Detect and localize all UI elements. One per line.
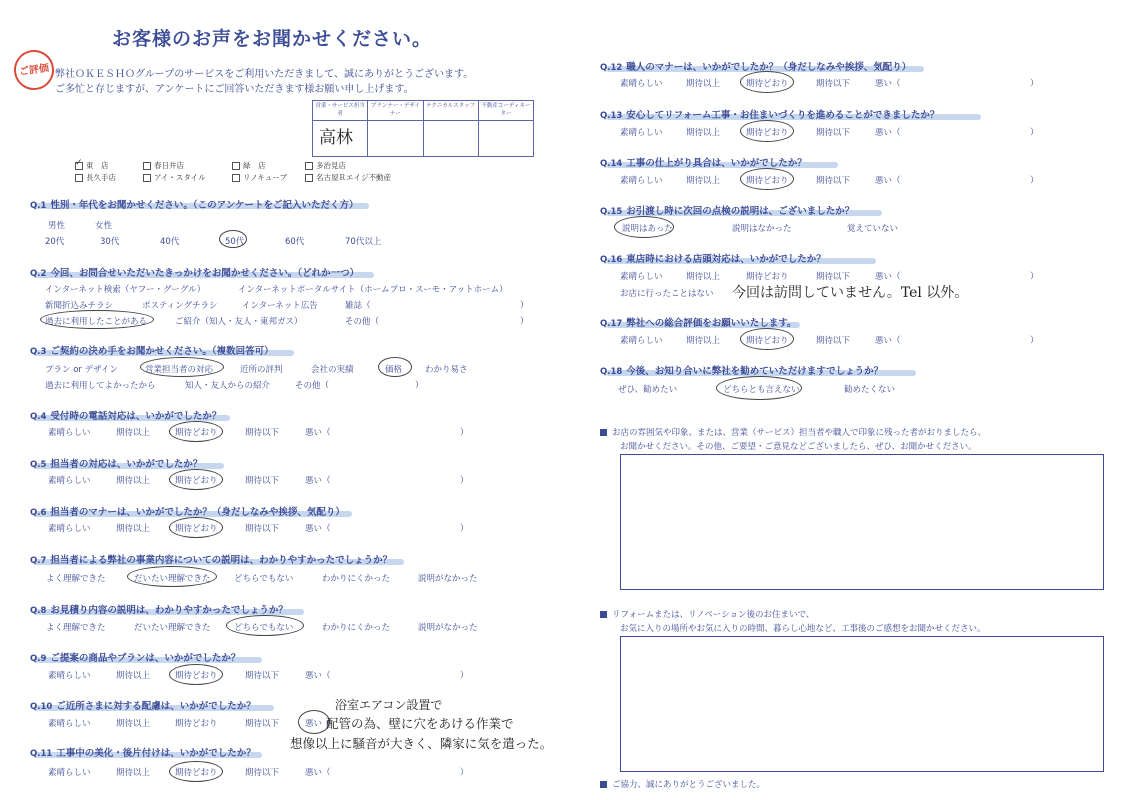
question-number: Q.12 xyxy=(600,63,623,73)
answer-circle xyxy=(740,71,794,93)
option[interactable]: 素晴らしい xyxy=(620,79,663,89)
question-q4 xyxy=(30,408,221,422)
option[interactable]: 悪い（ xyxy=(305,476,331,486)
option[interactable]: 覚えていない xyxy=(847,224,899,234)
question-number: Q.2 xyxy=(30,269,47,279)
checkbox-icon[interactable] xyxy=(305,174,313,182)
question-q1 xyxy=(30,197,359,211)
store-label: アイ・スタイル xyxy=(154,173,206,182)
question-q6 xyxy=(30,504,345,518)
square-bullet-icon xyxy=(600,611,607,618)
answer-circle xyxy=(140,357,224,377)
answer-circle xyxy=(740,328,794,350)
square-bullet-icon xyxy=(600,429,607,436)
checkbox-icon[interactable] xyxy=(143,162,151,170)
option[interactable]: 期待以上 xyxy=(686,79,721,89)
question-text: お引渡し時に次回の点検の説明は、ございましたか？ xyxy=(626,206,855,217)
option-selected[interactable]: 期待どおり xyxy=(746,336,789,346)
option[interactable]: 過去に利用してよかったから xyxy=(45,381,156,391)
option-male[interactable]: 男性 xyxy=(48,221,66,231)
option-age-selected[interactable]: 50代 xyxy=(225,237,245,247)
option[interactable]: 期待以下 xyxy=(816,128,851,138)
comment-prompt-2 xyxy=(600,608,814,620)
option[interactable]: インターネット広告 xyxy=(242,301,318,311)
option[interactable]: 素晴らしい xyxy=(620,336,663,346)
answer-circle xyxy=(716,376,802,400)
checkbox-icon[interactable] xyxy=(75,174,83,182)
bracket-close: ） xyxy=(460,428,469,438)
question-q14 xyxy=(600,155,807,169)
option[interactable]: 説明がなかった xyxy=(418,574,478,584)
option[interactable]: 期待以上 xyxy=(686,272,721,282)
option-selected[interactable]: 価格 xyxy=(385,365,403,375)
option-selected[interactable]: 営業担当者の対応 xyxy=(145,365,214,375)
store-label: 春日井店 xyxy=(154,161,184,170)
answer-circle xyxy=(169,761,223,782)
page-title: お客様のお声をお聞かせください。 xyxy=(112,28,433,50)
option[interactable]: 素晴らしい xyxy=(48,671,91,681)
option[interactable]: 悪い（ xyxy=(875,79,901,89)
option[interactable]: 素晴らしい xyxy=(48,428,91,438)
question-number: Q.1 xyxy=(30,201,47,211)
option[interactable]: 期待以下 xyxy=(245,428,280,438)
store-label: 長久手店 xyxy=(86,173,116,182)
option-selected[interactable]: 期待どおり xyxy=(175,428,218,438)
option[interactable]: 知人・友人からの紹介 xyxy=(185,381,271,391)
option-selected[interactable]: 説明はあった xyxy=(622,224,673,234)
question-q13 xyxy=(600,107,939,121)
bracket-close: ） xyxy=(1030,176,1039,186)
option[interactable]: 期待以下 xyxy=(816,336,851,346)
option[interactable]: よく理解できた xyxy=(46,574,106,584)
option-selected[interactable]: 期待どおり xyxy=(175,671,218,681)
closing-text: ご協力、誠にありがとうございました。 xyxy=(612,780,766,790)
question-text: 職人のマナーは、いかがでしたか？（身だしなみや挨拶、気配り） xyxy=(626,62,912,73)
option[interactable]: 雑誌（ xyxy=(345,301,371,311)
answer-circle xyxy=(614,216,674,238)
question-number: Q.16 xyxy=(600,255,623,265)
question-number: Q.4 xyxy=(30,412,47,422)
question-text: 性別・年代をお聞かせください。（このアンケートをご記入いただく方） xyxy=(50,200,359,211)
question-q9 xyxy=(30,650,240,664)
question-q10 xyxy=(30,698,256,712)
question-text: 安心してリフォーム工事・お住まいづくりを進めることができましたか？ xyxy=(626,110,940,121)
option[interactable]: 期待以下 xyxy=(245,671,280,681)
question-q5 xyxy=(30,456,202,470)
option[interactable]: 素晴らしい xyxy=(620,128,663,138)
store-option[interactable] xyxy=(75,160,109,171)
staff-col-header: テクニカルスタッフ xyxy=(424,101,478,121)
option-age[interactable]: 30代 xyxy=(100,237,120,247)
option-age[interactable]: 40代 xyxy=(160,237,180,247)
staff-col-planner xyxy=(368,101,423,156)
comment-prompt-text: リフォームまたは、リノベーション後のお住まいで、 xyxy=(612,610,815,620)
question-number: Q.17 xyxy=(600,319,623,329)
option[interactable]: その他（ xyxy=(295,381,330,391)
store-label: 東 店 xyxy=(86,161,109,170)
question-number: Q.14 xyxy=(600,159,623,169)
bracket-close: ） xyxy=(1030,336,1039,346)
option[interactable]: プラン or デザイン xyxy=(45,365,119,375)
question-q17 xyxy=(600,315,797,329)
option[interactable]: わかり易さ xyxy=(425,365,468,375)
question-q15 xyxy=(600,203,854,217)
closing-message xyxy=(600,778,765,790)
staff-col-header: プランナー・デザイナー xyxy=(368,101,422,121)
option[interactable]: 期待以上 xyxy=(686,176,721,186)
comment-prompt-text: お店の雰囲気や印象、または、営業（サービス）担当者や職人で印象に残った者がおりましたら、 xyxy=(612,428,987,438)
question-q11 xyxy=(30,745,256,759)
option[interactable]: ぜひ、勧めたい xyxy=(618,385,678,395)
company-seal-stamp: ご評価 xyxy=(11,47,56,92)
option[interactable]: 悪い（ xyxy=(305,768,331,778)
bracket-close: ） xyxy=(1030,79,1039,89)
store-option[interactable] xyxy=(75,172,116,183)
option[interactable]: 素晴らしい xyxy=(48,719,91,729)
option[interactable]: 期待以上 xyxy=(116,476,151,486)
bracket-close: ） xyxy=(460,524,469,534)
handwritten-comment-line-1: 浴室エアコン設置で xyxy=(335,698,443,712)
question-q8 xyxy=(30,602,288,616)
option[interactable]: ポスティングチラシ xyxy=(142,301,218,311)
staff-col-header: 不動産コーディネーター xyxy=(479,101,533,121)
option-age[interactable]: 20代 xyxy=(45,237,65,247)
question-text: 今後、お知り合いに弊社を勧めていただけますでしょうか？ xyxy=(626,366,884,377)
question-number: Q.15 xyxy=(600,207,623,217)
option[interactable]: どちらでもない xyxy=(234,574,294,584)
intro-line-2: ご多忙と存じますが、アンケートにご回答いただきます様お願い申し上げます。 xyxy=(55,84,414,95)
store-label: 名古屋Ｒエイジ不動産 xyxy=(316,173,391,182)
handwritten-comment-line-2: 配管の為、壁に穴をあける作業で xyxy=(326,716,514,731)
q16-not-visited-option[interactable]: お店に行ったことはない xyxy=(620,289,714,299)
option[interactable]: 期待以下 xyxy=(245,719,280,729)
option[interactable]: 悪い（ xyxy=(875,272,901,282)
checkbox-icon[interactable] xyxy=(143,174,151,182)
option[interactable]: 期待以下 xyxy=(816,272,851,282)
option[interactable]: 素晴らしい xyxy=(620,272,663,282)
store-label: 多治見店 xyxy=(316,161,346,170)
question-number: Q.11 xyxy=(30,749,53,759)
question-text: 担当者による弊社の事業内容についての説明は、わかりやすかったでしょうか？ xyxy=(50,555,393,566)
question-text: ご契約の決め手をお聞かせください。（複数回答可） xyxy=(50,346,274,357)
option-selected[interactable]: 期待どおり xyxy=(746,128,789,138)
option-age[interactable]: 70代以上 xyxy=(345,237,382,247)
option-female[interactable]: 女性 xyxy=(95,221,113,231)
option[interactable]: 素晴らしい xyxy=(620,176,663,186)
option-selected[interactable]: 期待どおり xyxy=(175,768,218,778)
option[interactable]: 期待以上 xyxy=(116,719,151,729)
option[interactable]: 素晴らしい xyxy=(48,768,91,778)
question-q18 xyxy=(600,363,883,377)
bracket-close: ） xyxy=(460,671,469,681)
store-option[interactable] xyxy=(232,172,287,183)
staff-name-box xyxy=(312,100,534,157)
question-number: Q.7 xyxy=(30,556,47,566)
option[interactable]: 悪い（ xyxy=(875,176,901,186)
option-selected[interactable]: どちらとも言えない xyxy=(723,385,800,395)
option[interactable]: インターネットポータルサイト（ホームプロ・スーモ・アットホーム） xyxy=(238,285,508,295)
option[interactable]: 期待以下 xyxy=(245,524,280,534)
comment-textarea-2[interactable] xyxy=(620,636,1104,772)
option[interactable]: 期待以上 xyxy=(116,671,151,681)
option[interactable]: 期待以下 xyxy=(816,79,851,89)
question-q16 xyxy=(600,251,826,265)
question-number: Q.9 xyxy=(30,654,47,664)
question-number: Q.13 xyxy=(600,111,623,121)
option-age[interactable]: 60代 xyxy=(285,237,305,247)
option-selected[interactable]: 期待どおり xyxy=(746,176,789,186)
question-number: Q.10 xyxy=(30,702,53,712)
question-text: 東店時における店頭対応は、いかがでしたか？ xyxy=(626,254,826,265)
question-text: ご近所さまに対する配慮は、いかがでしたか？ xyxy=(56,701,256,712)
bracket-close: ） xyxy=(520,317,529,327)
question-q2 xyxy=(30,265,359,279)
question-text: 弊社への総合評価をお願いいたします。 xyxy=(626,318,797,329)
option[interactable]: 説明はなかった xyxy=(732,224,792,234)
intro-line-1: 弊社ＯＫＥＳＨＯグループのサービスをご利用いただきまして、誠にありがとうございます。 xyxy=(55,69,474,80)
staff-col-header: 営業・サービス担当者 xyxy=(313,101,367,121)
option[interactable]: 悪い（ xyxy=(305,428,331,438)
checkbox-icon[interactable] xyxy=(232,174,240,182)
store-option[interactable] xyxy=(143,172,206,183)
staff-col-technical xyxy=(424,101,479,156)
option[interactable]: よく理解できた xyxy=(46,623,106,633)
option[interactable]: 期待以上 xyxy=(686,128,721,138)
answer-circle xyxy=(740,168,794,190)
bracket-close: ） xyxy=(460,768,469,778)
bracket-close: ） xyxy=(460,476,469,486)
answer-circle xyxy=(169,469,223,490)
checkbox-icon[interactable] xyxy=(232,162,240,170)
answer-circle xyxy=(378,357,412,377)
option-selected[interactable]: どちらでもない xyxy=(234,623,294,633)
question-text: 工事中の美化・後片付けは、いかがでしたか？ xyxy=(56,748,256,759)
option[interactable]: 期待以下 xyxy=(816,176,851,186)
option[interactable]: 期待以上 xyxy=(116,768,151,778)
option-selected[interactable]: 期待どおり xyxy=(175,524,218,534)
answer-circle xyxy=(226,615,304,636)
option[interactable]: 会社の実績 xyxy=(311,365,354,375)
option-selected[interactable]: 期待どおり xyxy=(746,79,789,89)
square-bullet-icon xyxy=(600,781,607,788)
option[interactable]: 期待以上 xyxy=(116,524,151,534)
store-option[interactable] xyxy=(305,160,346,171)
answer-circle xyxy=(219,230,247,248)
option[interactable]: 新聞折込みチラシ xyxy=(45,301,114,311)
staff-col-realestate xyxy=(479,101,533,156)
option-selected[interactable]: 過去に利用したことがある xyxy=(45,317,148,327)
question-number: Q.8 xyxy=(30,606,47,616)
comment-prompt-1b: お聞かせください。その他、ご要望・ご意見などございましたら、ぜひ、お聞かせください。 xyxy=(620,442,977,452)
bracket-close: ） xyxy=(1030,272,1039,282)
staff-handwritten-name: 高林 xyxy=(319,128,353,148)
store-label: 緑 店 xyxy=(243,161,266,170)
option[interactable]: 期待以下 xyxy=(245,768,280,778)
option[interactable]: 勧めたくない xyxy=(844,385,896,395)
question-text: 担当者の対応は、いかがでしたか？ xyxy=(50,459,203,470)
question-q3 xyxy=(30,343,274,357)
option[interactable]: 悪い（ xyxy=(875,336,901,346)
comment-prompt-2b: お気に入りの場所やお気に入りの時間、暮らし心地など、工事後のご感想をお聞かせください。 xyxy=(620,624,986,634)
question-text: お見積り内容の説明は、わかりやすかったでしょうか？ xyxy=(50,605,288,616)
question-number: Q.5 xyxy=(30,460,47,470)
option[interactable]: 期待どおり xyxy=(746,272,789,282)
option[interactable]: 素晴らしい xyxy=(48,476,91,486)
answer-circle xyxy=(169,421,223,442)
question-text: 今回、お問合せいただいたきっかけをお聞かせください。（どれか一つ） xyxy=(50,268,360,279)
bracket-close: ） xyxy=(1030,128,1039,138)
question-number: Q.3 xyxy=(30,347,47,357)
option[interactable]: 素晴らしい xyxy=(48,524,91,534)
question-text: 受付時の電話対応は、いかがでしたか？ xyxy=(50,411,222,422)
bracket-close: ） xyxy=(415,381,424,391)
option-selected[interactable]: 期待どおり xyxy=(175,476,218,486)
handwritten-comment-q16: 今回は訪問していません。Tel 以外。 xyxy=(732,285,969,301)
handwritten-comment-line-3: 想像以上に騒音が大きく、隣家に気を遣った。 xyxy=(290,736,553,751)
question-text: ご提案の商品やプランは、いかがでしたか？ xyxy=(50,653,241,664)
staff-col-sales xyxy=(313,101,368,156)
option[interactable]: 説明がなかった xyxy=(418,623,478,633)
option[interactable]: その他（ xyxy=(345,317,380,327)
option[interactable]: 悪い（ xyxy=(875,128,901,138)
option[interactable]: 期待以下 xyxy=(245,476,280,486)
answer-circle xyxy=(740,120,794,142)
option[interactable]: 悪い（ xyxy=(305,524,331,534)
question-text: 工事の仕上がり具合は、いかがでしたか？ xyxy=(626,158,807,169)
option-selected[interactable]: だいたい理解できた xyxy=(134,574,211,584)
store-option[interactable] xyxy=(232,160,266,171)
checkbox-checked-icon[interactable] xyxy=(75,162,83,170)
option[interactable]: 期待以上 xyxy=(116,428,151,438)
question-number: Q.18 xyxy=(600,367,623,377)
store-option[interactable] xyxy=(305,172,391,183)
comment-textarea-1[interactable] xyxy=(620,454,1104,590)
comment-prompt-1 xyxy=(600,426,986,438)
answer-circle xyxy=(127,566,217,587)
option[interactable]: 期待以上 xyxy=(686,336,721,346)
question-text: 担当者のマナーは、いかがでしたか？（身だしなみや挨拶、気配り） xyxy=(50,507,345,518)
question-number: Q.6 xyxy=(30,508,47,518)
option[interactable]: 期待どおり xyxy=(175,719,218,729)
option[interactable]: 近所の評判 xyxy=(240,365,283,375)
option[interactable]: わかりにくかった xyxy=(322,574,391,584)
answer-circle xyxy=(169,664,223,685)
answer-circle xyxy=(169,517,223,538)
bracket-close: ） xyxy=(520,301,529,311)
option-selected[interactable]: 悪い（ xyxy=(305,719,331,729)
question-q7 xyxy=(30,552,392,566)
checkbox-icon[interactable] xyxy=(305,162,313,170)
store-option[interactable] xyxy=(143,160,184,171)
store-label: リノキューブ xyxy=(243,173,288,182)
option[interactable]: インターネット検索（ヤフー・グーグル） xyxy=(45,285,206,295)
option[interactable]: 悪い（ xyxy=(305,671,331,681)
option[interactable]: わかりにくかった xyxy=(322,623,391,633)
option[interactable]: だいたい理解できた xyxy=(134,623,211,633)
answer-circle xyxy=(40,310,154,329)
option[interactable]: ご紹介（知人・友人・東邦ガス） xyxy=(175,317,303,327)
